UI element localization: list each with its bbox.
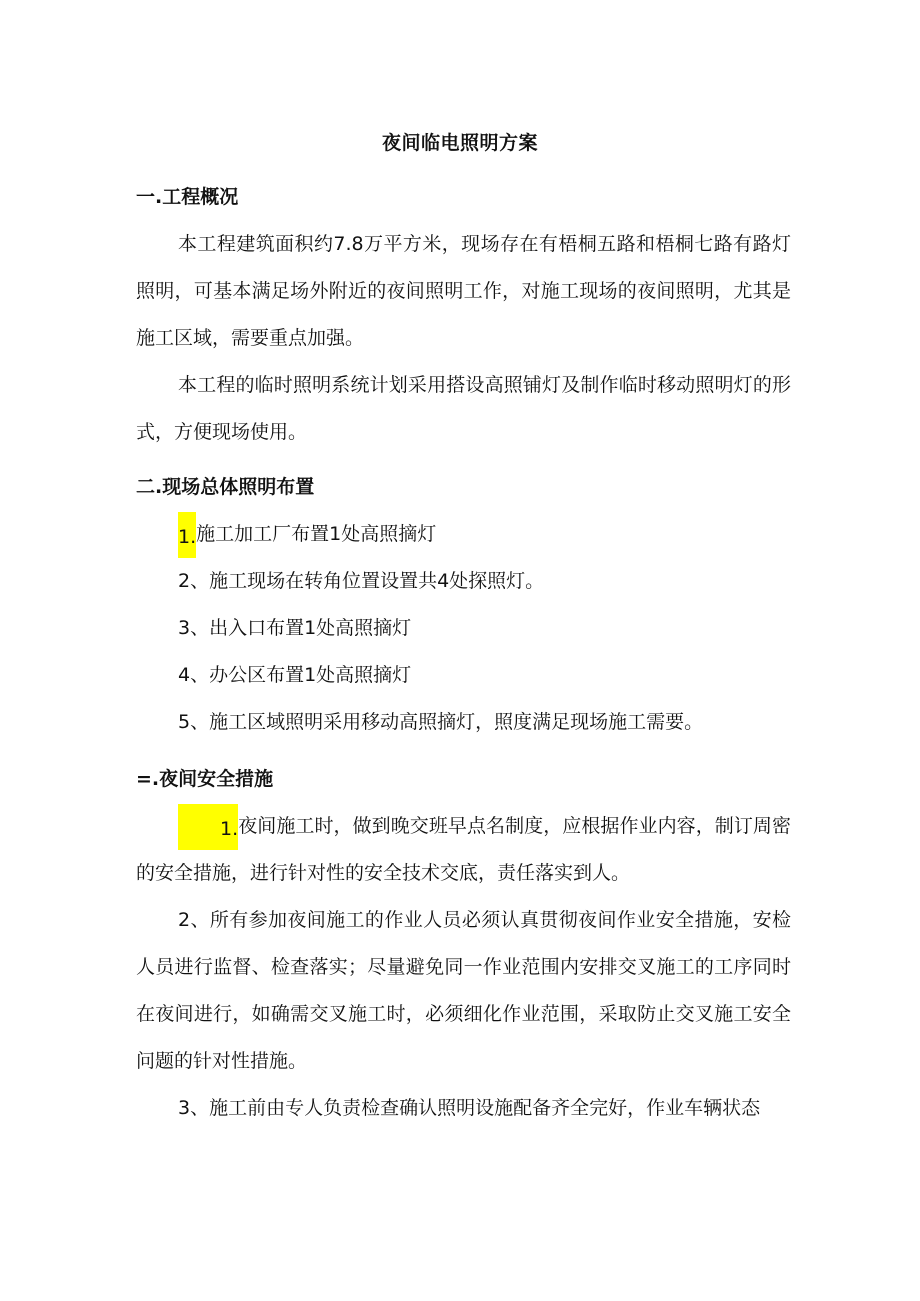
list-item bbox=[136, 511, 791, 558]
list-item-number: 5、 bbox=[178, 711, 210, 733]
safety-paragraph-1 bbox=[136, 803, 791, 897]
list-item-text: 出入口布置1处高照摘灯 bbox=[209, 617, 412, 639]
list-item-number: 3、 bbox=[178, 617, 210, 639]
section-overview bbox=[136, 174, 791, 456]
document-title: 夜间临电照明方案 bbox=[381, 132, 538, 154]
list-item bbox=[136, 605, 791, 652]
list-item-text: 办公区布置1处高照摘灯 bbox=[209, 664, 412, 686]
safety-paragraph-1-text: 夜间施工时，做到晚交班早点名制度，应根据作业内容，制订周密的安全措施，进行针对性的安全技术交底，责任落实到人。 bbox=[136, 815, 791, 884]
overview-paragraph-2: 本工程的临时照明系统计划采用搭设高照铺灯及制作临时移动照明灯的形式，方便现场使用。 bbox=[136, 374, 791, 443]
overview-paragraph-1: 本工程建筑面积约7.8万平方米，现场存在有梧桐五路和梧桐七路有路灯照明，可基本满足场外附近的夜间照明工作，对施工现场的夜间照明，尤其是施工区域，需要重点加强。 bbox=[136, 233, 791, 349]
list-item bbox=[136, 558, 791, 605]
highlighted-number: 1. bbox=[178, 804, 238, 850]
highlighted-number: 1. bbox=[178, 512, 196, 558]
section-night-safety bbox=[136, 756, 791, 1132]
list-item-number: 2、 bbox=[178, 570, 210, 592]
list-item bbox=[136, 652, 791, 699]
list-item-text: 施工区域照明采用移动高照摘灯，照度满足现场施工需要。 bbox=[209, 711, 704, 733]
list-item-number: 4、 bbox=[178, 664, 210, 686]
section-heading-overview: 一.工程概况 bbox=[136, 186, 239, 208]
section-lighting-layout bbox=[136, 464, 791, 746]
list-item-text: 施工现场在转角位置设置共4处探照灯。 bbox=[209, 570, 545, 592]
list-item bbox=[136, 699, 791, 746]
list-item-text: 施工加工厂布置1处高照摘灯 bbox=[196, 523, 437, 545]
section-heading-lighting-layout: 二.现场总体照明布置 bbox=[136, 476, 315, 498]
section-heading-night-safety: =.夜间安全措施 bbox=[136, 768, 274, 790]
safety-paragraph-3: 3、施工前由专人负责检查确认照明设施配备齐全完好，作业车辆状态 bbox=[178, 1097, 761, 1119]
safety-paragraph-2: 2、所有参加夜间施工的作业人员必须认真贯彻夜间作业安全措施，安检人员进行监督、检查落实；尽量避免同一作业范围内安排交叉施工的工序同时在夜间进行，如确需交叉施工时，必须细化作业范围，采取防止交叉施工安全问题的针对性措施。 bbox=[136, 909, 791, 1072]
